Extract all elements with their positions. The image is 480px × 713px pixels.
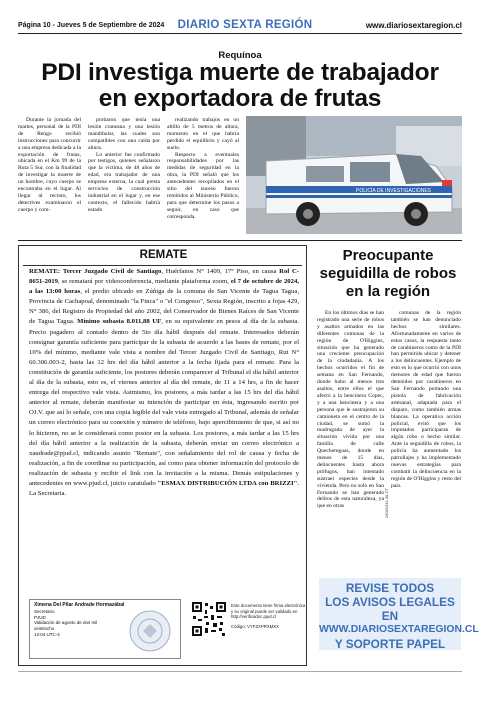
signer-role: Secretario (34, 608, 55, 614)
remate-text: . La Secretaria. (29, 479, 299, 498)
signature-box (29, 599, 181, 659)
seal-icon (125, 608, 175, 654)
footer-divider (18, 671, 462, 672)
promo-line-1: REVISE TODOS (345, 581, 435, 595)
article-paragraph: Lo anterior fue confirmado por testigos, quienes señalaron que la víctima, de 48 años de edad, era trabajador de una empresa externa, la cual presta servicios de construcción industrial en el lugar y, en ese contexto, el fallecido habría estado (88, 151, 160, 213)
section-divider (18, 240, 462, 241)
promo-line-4: Y SOPORTE PAPEL (334, 637, 446, 651)
header-divider (18, 33, 462, 34)
remate-body (29, 267, 299, 499)
remate-date: el 7 de octubre de 2024, a las 13:00 horas (29, 278, 299, 296)
signer-org: PJUD (34, 614, 46, 620)
remate-text: , el predio ubicado en Zúñiga de la comuna de San Vicente de Tagua Tagua, Provincia de Cachapoal, denominado "la Finca" o "el Congreso", Sexta Región, inscrito a fojas 429, N° 386, del Registro de Propiedad del año 2002, del Conservador de Bienes Raíces de San Vicente de Tagua Tagua. (29, 288, 299, 326)
police-van-photo (246, 116, 462, 234)
page-date: Página 10 - Jueves 5 de Septiembre de 2024 (18, 22, 165, 29)
svg-text:POLICÍA DE INVESTIGACIONES: POLICÍA DE INVESTIGACIONES (356, 188, 432, 194)
article-paragraph: Respecto a eventuales responsabilidades por las medidas de seguridad en la obra, la PDI señaló que los antecedentes recopilados en el sitio del suceso fueron remitidos al Ministerio Público, para que determine los pasos a seguir, en caso que corresponda. (167, 151, 239, 220)
remate-divider (23, 265, 302, 266)
side-article-paragraph: comunas de la región también se han denunciado hechos similares. Afortunadamente en varios de estos casos, la respuesta tanto de carabineros como de la PDI han permitido ubicar y detener a los delincuentes. Ejemplo de esto es lo que ocurrió con unos menores de edad que fueron detenidos por carabineros en San Fernando portando una pistola de fabricación artesanal, adaptada para el disparo, como también armas blancas. La operativa acción policial, evitó que los imputados participaran de algún robo o hecho similar. Ante la seguidilla de robos, la policía ha aumentado los patrullajes y ha implementado nuevas estrategias para combatir la delincuencia en la región de O'Higgins y resto del país. (391, 310, 461, 489)
qr-validation-note: Este documento tiene firma electrónica y su original puede ser validado en http://verificadoc.pjud.cl (231, 603, 306, 619)
remate-text: , se rematará por videoconferencia, mediante plataforma zoom, (57, 278, 231, 286)
side-article-column-1 (317, 310, 384, 510)
article-paragraph: realizando trabajos en un altillo de 5 metros de altura, momento en el que habría perdido el equilibrio y cayó al suelo. (167, 117, 239, 151)
qr-validation-code: Código: VYFZXPRXMXX (231, 623, 279, 629)
promo-line-3: WWW.DIARIOSEXTAREGION.CL (319, 624, 479, 635)
remate-text: , en su equivalente en pesos al día de la subasta. Precio pagadero al contado dentro de 5to día hábil después del remate. Interesados deberán consignar garantía suficiente para participar de la subasta de acuerdo a las bases de remate, por el 10% del mínimo, mediante vale vista a nombre del Tercer Juzgado Civil de Santiago, Rut N° 60.306.003-2, hasta las 12 hrs del día hábil anterior a la fecha fijada para el remate. Para la constitución de garantía suficiente, los postores deberán comparecer al Tribunal el día hábil anterior al día de la subasta, esto es, el viernes anterior al día del remate, de 11 a 14 hrs, a fin de hacer entrega del respectivo vale vista. Asimismo, los postores, a más tardar a las 15 hrs del día hábil anterior al remate, deberán manifestar su intención de participar en ésta, ingresando escrito por OJ.V. que así lo señale, con una copia legible del vale vista entregado al Tribunal, además de señalar un correo electrónico para su conexión y número de teléfono, bajo apercibimiento de que, si así no lo hicieren, no se le considerará como postor en la subasta. Los postores, a más tardar a las 15 hrs del día hábil anterior a la realización de la subasta, deberán enviar un correo electrónico a xaudrade@pjud.cl, indicando asunto "Remate", con señalamiento del rol de causa y fecha de realización, a fin de coordinar su participación, así como para obtener información del protocolo de realización de subasta y recibir el link con la invitación a la misma. Demás estipulaciones y antecedentes en www.pjud.cl, juicio caratulado (29, 318, 299, 487)
qr-validation-text (231, 603, 307, 629)
remate-label: REMATE: (29, 268, 61, 275)
website-link[interactable]: www.diariosextaregion.cl (365, 21, 462, 30)
qr-code-icon[interactable] (191, 601, 227, 637)
signer-name: Ximena Del Pilar Andrade Hormazábal (34, 602, 125, 608)
article-photo (246, 116, 462, 234)
side-article-paragraph: En los últimos días se han registrado una serie de robos y asaltos armados en las diferentes comunas de la región de O'Higgins, situación que ha generado una creciente preocupación de la ciudadanía. A los hechos ocurridos el fin de semana en San Fernando, donde hubo al menos tres asaltos, entre ellos el que afectó a la bencinera Copec, y a una bencinera y a una persona que le sustrajeron su camioneta en el centro de la ciudad, se sumó la madrugada de ayer la situación vivida por una familia de calle Quechereguas, donde en menos de 15 días, delincuentes hasta ahora prófugos, han intentado sustraer especies desde la vivienda. Pero no solo en San Fernando se han generado delitos de esta naturaleza, ya que en otras (317, 310, 384, 510)
remate-notice (18, 245, 307, 666)
side-article-column-2 (391, 310, 461, 490)
article-title-line2: en exportadora de frutas (98, 85, 382, 112)
article-title-line1: PDI investiga muerte de trabajador (41, 59, 439, 86)
masthead: DIARIO SEXTA REGIÓN (177, 19, 313, 31)
article-column-1 (18, 117, 81, 214)
remate-heading: REMATE (139, 249, 188, 261)
article-column-3 (167, 117, 239, 221)
remate-minimum: Mínimo subasta 8.011,88 UF (77, 318, 162, 326)
signature-date: Validación de agosto de dos mil veintiocho (34, 620, 98, 632)
signature-time: 12:04 UTC-4 (34, 631, 60, 637)
article-title (20, 60, 460, 112)
article-column-2 (88, 117, 160, 214)
article-kicker: Requínoa (218, 50, 262, 61)
remate-case-rol: Rol C-8651-2019 (29, 268, 300, 286)
article-paragraph: probaron que tenía una lesión craneana y una lesión mandibular, las cuales son compatibles con una caída por altura. (88, 117, 160, 151)
remate-text: , Huérfanos N° 1409, 17° Piso, en causa (161, 268, 280, 275)
side-ad-code: 24031311-30-CT (384, 488, 389, 518)
remate-court: Tercer Juzgado Civil de Santiago (62, 268, 162, 275)
promo-line-2: LOS AVISOS LEGALES EN (325, 595, 455, 623)
remate-case-title: "ESMAX DISTRIBUCIÓN LTDA con BRIZZI" (157, 479, 298, 487)
article-paragraph: Durante la jornada del martes, personal de la PDI de Rengo recibió instrucciones para concurrir a una empresa dedicada a la exportación de frutas, ubicada en el Km 99 de la Ruta 5 Sur, con la finalidad de investigar la muerte de un hombre, cuyo cuerpo se encontraba en el lugar. Al llegar al recinto, los detectives examinaron el cuerpo y com- (18, 117, 81, 213)
side-article-title: Preocupante seguidilla de robos en la región (319, 247, 457, 300)
legal-ads-promo[interactable] (319, 578, 479, 651)
